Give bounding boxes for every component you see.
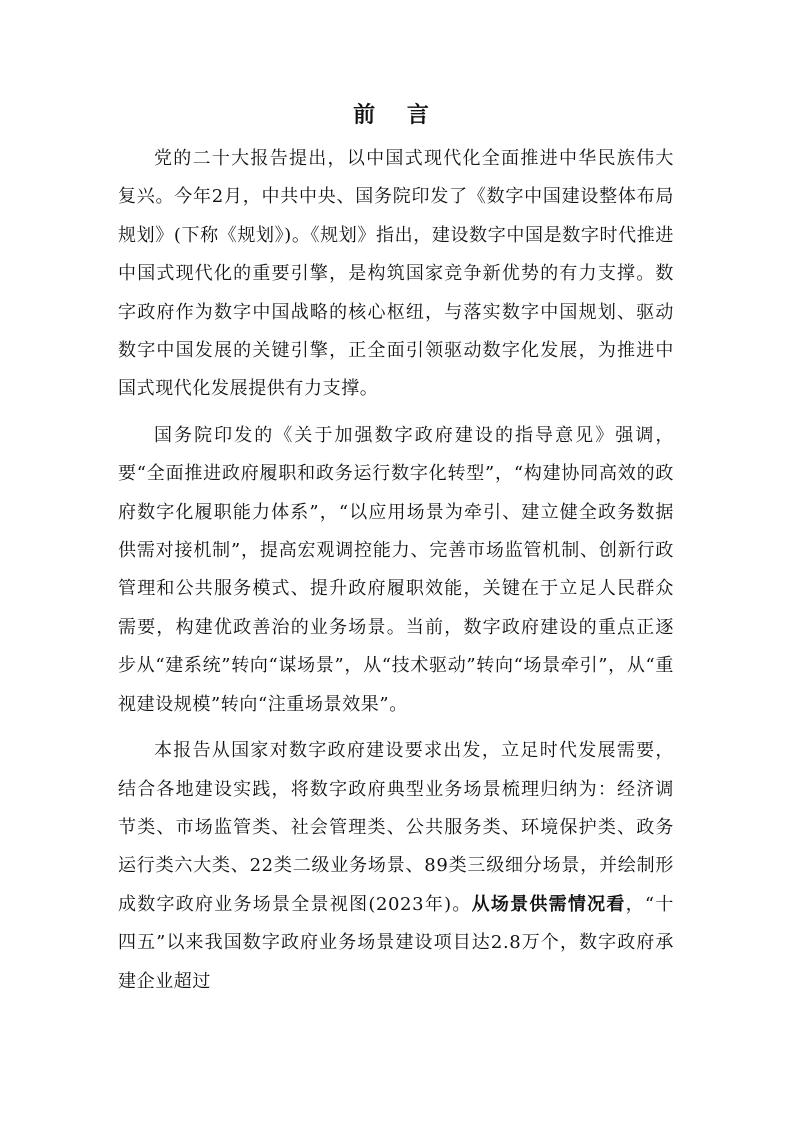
paragraph-1: 党的二十大报告提出，以中国式现代化全面推进中华民族伟大复兴。今年2月，中共中央、国务院印发了《数字中国建设整体布局规划》(下称《规划》)。《规划》指出，建设数字中国是数字时代推进中国式现代化的重要引擎，是构筑国家竞争新优势的有力支撑。数字政府作为数字中国战略的核心枢纽，与落实数字中国规划、驱动数字中国发展的关键引擎，正全面引领驱动数字化发展，为推进中国式现代化发展提供有力支撑。 (118, 148, 674, 400)
paragraph-3-text-before: 本报告从国家对数字政府建设要求出发，立足时代发展需要，结合各地建设实践，将数字政府典型业务场景梳理归纳为：经济调节类、市场监管类、社会管理类、公共服务类、环境保护类、政务运行类六大类、22类二级业务场景、89类三级细分场景，并绘制形成数字政府业务场景全景视图(2023年)。 (118, 740, 674, 915)
paragraph-3-bold-text: 从场景供需情况看 (471, 893, 626, 915)
paragraph-3-text-after: ，“十四五”以来我国数字政府业务场景建设项目达2.8万个，数字政府承建企业超过 (118, 893, 674, 992)
paragraph-2: 国务院印发的《关于加强数字政府建设的指导意见》强调，要“全面推进政府履职和政务运行数字化转型”，“构建协同高效的政府数字化履职能力体系”，“以应用场景为牵引、建立健全政务数据供需对接机制”，提高宏观调控能力、完善市场监管机制、创新行政管理和公共服务模式、提升政府履职效能，关键在于立足人民群众需要，构建优政善治的业务场景。当前，数字政府建设的重点正逐步从“建系统”转向“谋场景”，从“技术驱动”转向“场景牵引”，从“重视建设规模”转向“注重场景效果”。 (118, 424, 674, 715)
paragraph-3 (118, 732, 674, 1001)
body-text (118, 140, 674, 1009)
page-title: 前 言 (353, 103, 441, 128)
